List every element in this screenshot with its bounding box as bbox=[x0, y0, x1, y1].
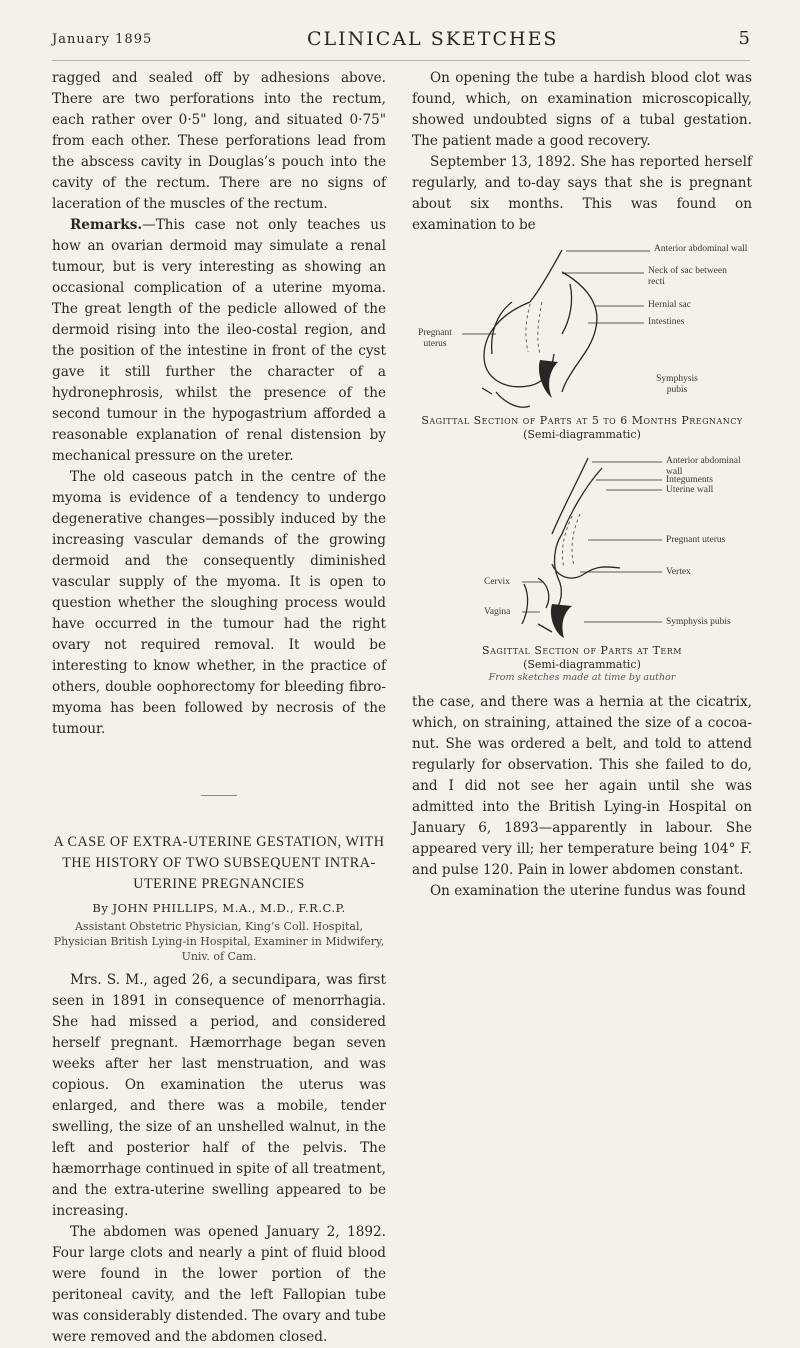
article-title: A CASE OF EXTRA-UTERINE GESTATION, WITH THE HISTORY OF TWO SUBSEQUENT INTRA-UTERINE PREGNANCIES bbox=[53, 834, 385, 892]
figure-subcaption: (Semi-diagrammatic) bbox=[523, 658, 641, 671]
label-cervix: Cervix bbox=[484, 577, 510, 587]
figure-credit: From sketches made at time by author bbox=[488, 672, 676, 683]
paragraph: ragged and sealed off by adhesions above. There are two perforations into the rectum, each rather over 0·5" long, and situated 0·75" from each other. These perforations lead from the abscess cavity in Douglas’s pouch into the cavity of the rectum. There are no signs of laceration of the muscles of the rectum. bbox=[52, 70, 386, 212]
paragraph: The abdomen was opened January 2, 1892. Four large clots and nearly a pint of fluid blood were found in the lower portion of the peritoneal cavity, and the left Fallopian tube was considerably distended. The ovary and tube were removed and the abdomen closed. bbox=[52, 1224, 386, 1345]
left-column bbox=[52, 68, 386, 1348]
paragraph: the case, and there was a hernia at the cicatrix, which, on straining, attained the size of a cocoa-nut. She was ordered a belt, and told to attend regularly for observation. This she failed to do, and I did not see her again until she was admitted into the British Lying-in Hospital on January 6, 1893—apparently in labour. She appeared very ill; her temperature being 104° F. and pulse 120. Pain in lower abdomen constant. bbox=[412, 694, 752, 878]
paragraph: On opening the tube a hardish blood clot was found, which, on examination microscopically, showed undoubted signs of a tubal gestation. The patient made a good recovery. bbox=[412, 70, 752, 149]
author-affiliation: Assistant Obstetric Physician, King’s Coll. Hospital, Physician British Lying-in Hospital, Examiner in Midwifery, Univ. of Cam. bbox=[53, 920, 385, 963]
paragraph: On examination the uterine fundus was found bbox=[430, 883, 746, 899]
remarks-paragraph bbox=[52, 215, 386, 467]
page-number: 5 bbox=[738, 28, 750, 49]
running-header bbox=[52, 30, 750, 61]
label-pregnant-uterus: Pregnant uterus bbox=[418, 328, 452, 349]
section-divider bbox=[201, 795, 237, 796]
label-integuments: Integuments bbox=[666, 475, 713, 485]
figure-caption: Sagittal Section of Parts at Term bbox=[482, 644, 682, 657]
remarks-label: Remarks. bbox=[70, 217, 143, 233]
label-anterior-wall: Anterior abdominal wall bbox=[654, 244, 748, 254]
label-symphysis: Symphysis pubis bbox=[656, 374, 698, 395]
label-hernial-sac: Hernial sac bbox=[648, 300, 691, 310]
label-anterior-wall: Anterior abdominal wall bbox=[666, 456, 741, 477]
label-neck-of-sac: Neck of sac between recti bbox=[648, 266, 727, 287]
label-vertex: Vertex bbox=[666, 567, 691, 577]
paragraph: Mrs. S. M., aged 26, a secundipara, was first seen in 1891 in consequence of menorrhagia. She had missed a period, and considered herself pregnant. Hæmorrhage began seven weeks after her last menstruation, and was copious. On examination the uterus was enlarged, and there was a mobile, tender swelling, the size of an unshelled walnut, in the left and posterior half of the pelvis. The hæmorrhage continued in spite of all treatment, and the extra-uterine swelling appeared to be increasing. bbox=[52, 972, 386, 1219]
byline: By JOHN PHILLIPS, M.A., M.D., F.R.C.P. bbox=[92, 901, 346, 915]
label-vagina: Vagina bbox=[484, 607, 511, 617]
figure-5-6-months bbox=[412, 242, 752, 414]
paragraph: The old caseous patch in the centre of the myoma is evidence of a tendency to undergo degenerative changes—possibly induced by the increasing vascular demands of the growing dermoid and the consequently diminished vascular supply of the myoma. It is open to question whether the sloughing process would have occurred in the tumour had the right ovary not required removal. It would be interesting to know whether, in the practice of others, double oophorectomy for bleeding fibro-myoma has been followed by necrosis of the tumour. bbox=[52, 469, 386, 737]
label-intestines: Intestines bbox=[648, 317, 685, 327]
label-uterine-wall: Uterine wall bbox=[666, 485, 714, 495]
figure-caption: Sagittal Section of Parts at 5 to 6 Months Pregnancy bbox=[421, 414, 743, 427]
label-pregnant-uterus: Pregnant uterus bbox=[666, 535, 726, 545]
figure-subcaption: (Semi-diagrammatic) bbox=[523, 428, 641, 441]
remarks-text: —This case not only teaches us how an ovarian dermoid may simulate a renal tumour, but is very interesting as showing an occasional complication of a uterine myoma. The great length of the pedicle allowed of the dermoid rising into the ileo-costal region, and the position of the intestine in front of the cyst gave it still further the character of a hydronephrosis, whilst the presence of the second tumour in the hypogastrium afforded a reasonable explanation of renal distension by mechanical pressure on the ureter. bbox=[52, 217, 386, 464]
header-title: CLINICAL SKETCHES bbox=[307, 28, 559, 50]
header-date: January 1895 bbox=[52, 32, 153, 47]
right-column bbox=[412, 68, 752, 902]
paragraph: September 13, 1892. She has reported herself regularly, and to-day says that she is pregnant about six months. This was found on examination to be bbox=[412, 154, 752, 233]
figure-term bbox=[412, 454, 752, 644]
label-symphysis: Symphysis pubis bbox=[666, 617, 731, 627]
